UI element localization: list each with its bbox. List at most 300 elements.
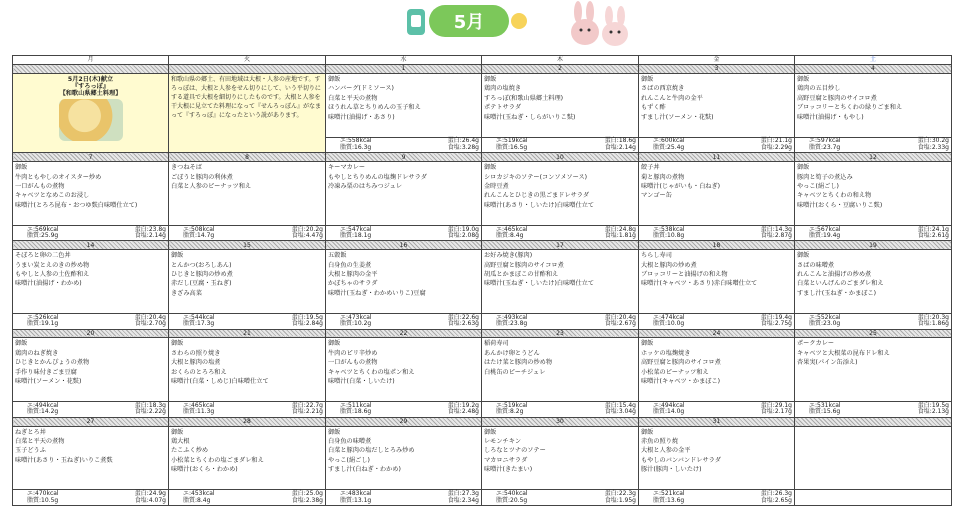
protein-value: 蛋白:24.1g <box>917 225 949 233</box>
nutrition-cell <box>795 402 952 418</box>
nutrition-cell <box>482 490 639 506</box>
salt-value: 食塩:2.29g <box>760 143 792 151</box>
protein-value: 蛋白:14.3g <box>760 225 792 233</box>
day-number: 8 <box>169 153 326 162</box>
menu-item: 味噌汁(じゃがいも・白ねぎ) <box>641 182 721 190</box>
protein-value: 蛋白:18.6g <box>604 137 636 145</box>
menu-item: 高野豆腐と豚肉のサイコロ煮 <box>797 94 877 102</box>
nutrition-cell <box>13 402 169 418</box>
energy-value: エ:519kcal <box>496 137 528 145</box>
menu-item: 赤魚の照り焼 <box>641 438 679 446</box>
energy-value: エ:453kcal <box>183 490 215 498</box>
fat-value: 脂質:8.4g <box>496 232 524 240</box>
nutrition-cell <box>639 225 795 241</box>
menu-item: やっこ(絹ごし) <box>328 456 370 464</box>
menu-item: さわらの照り焼き <box>171 349 221 357</box>
salt-value: 食塩:1.86g <box>917 320 949 328</box>
weekday-sat: 土 <box>795 56 952 65</box>
menu-item: 味噌汁(おくら・豆腐いりこ麩) <box>797 201 883 209</box>
menu-item: 味噌汁(玉ねぎ・しいたけ)白味噌仕立て <box>484 280 595 288</box>
menu-cell <box>639 73 795 137</box>
salt-value: 食塩:2.08g <box>447 232 479 240</box>
energy-value: エ:567kcal <box>809 225 841 233</box>
menu-item: 御飯 <box>171 428 184 436</box>
protein-value: 蛋白:25.0g <box>291 490 323 498</box>
menu-item: ブロッコリーと油揚げの和え物 <box>641 271 728 279</box>
nutrition-line <box>797 409 949 415</box>
salt-value: 食塩:2.14g <box>604 143 636 151</box>
protein-value: 蛋白:18.3g <box>134 401 166 409</box>
menu-item: 味噌汁(とろろ昆布・おつゆ麩白味噌仕立て) <box>15 201 138 209</box>
salt-value: 食塩:2.48g <box>447 408 479 416</box>
menu-item: レモンチキン <box>484 438 522 446</box>
day-number: 1 <box>326 65 482 74</box>
salt-value: 食塩:4.07g <box>134 496 166 504</box>
menu-cell <box>13 162 169 226</box>
day-number-row <box>13 417 952 426</box>
menu-item: あんかけ卵とうどん <box>484 349 540 357</box>
menu-item: 味噌汁(白菜・しいたけ) <box>328 378 395 386</box>
nutrition-line <box>484 321 636 327</box>
salt-value: 食塩:2.70g <box>134 320 166 328</box>
protein-value: 蛋白:22.7g <box>291 401 323 409</box>
menu-item: 稲荷寿司 <box>484 340 509 348</box>
menu-cell <box>639 250 795 314</box>
fat-value: 脂質:14.0g <box>653 408 685 416</box>
energy-value: エ:521kcal <box>653 490 685 498</box>
menu-cell <box>326 426 482 490</box>
menu-item: 大根と豚肉の炒め煮 <box>641 261 697 269</box>
day-number: 30 <box>482 417 639 426</box>
fat-value: 脂質:10.5g <box>27 496 59 504</box>
nutrition-line <box>171 233 323 239</box>
feature-heading3: 【和歌山県郷土料理】 <box>59 89 122 97</box>
energy-value: エ:483kcal <box>340 490 372 498</box>
nutrition-line <box>328 498 479 504</box>
day-number: 25 <box>795 329 952 338</box>
month-title-badge <box>407 5 531 37</box>
fat-value: 脂質:16.3g <box>340 143 372 151</box>
day-number: 19 <box>795 241 952 250</box>
menu-item: マンゴー缶 <box>641 192 672 200</box>
salt-value: 食塩:2.34g <box>447 496 479 504</box>
menu-item: 冷凍み栗のはちみつジュレ <box>328 182 403 190</box>
fat-value: 脂質:23.7g <box>809 143 841 151</box>
energy-value: エ:569kcal <box>27 225 59 233</box>
salt-value: 食塩:2.67g <box>604 320 636 328</box>
protein-value: 蛋白:19.5g <box>917 401 949 409</box>
salt-value: 食塩:2.17g <box>760 408 792 416</box>
menu-item: 味噌汁(キャベツ・あさり)赤白味噌仕立て <box>641 280 758 288</box>
menu-item: 高野豆腐と豚肉のサイコロ煮 <box>484 261 564 269</box>
nutrition-cell <box>169 313 326 329</box>
menu-row <box>13 73 952 137</box>
nutrition-row <box>13 313 952 329</box>
energy-value: エ:531kcal <box>809 401 841 409</box>
nutrition-line <box>15 498 166 504</box>
menu-item: 牛肉のピリ辛炒め <box>328 349 378 357</box>
salt-value: 食塩:1.95g <box>604 496 636 504</box>
protein-value: 蛋白:27.3g <box>447 490 479 498</box>
menu-row <box>13 426 952 490</box>
day-number: 10 <box>482 153 639 162</box>
menu-item: 御飯 <box>328 340 341 348</box>
menu-item: 小松菜とちくわの塩ごまダレ和え <box>171 456 264 464</box>
nutrition-row <box>13 402 952 418</box>
salt-value: 食塩:3.28g <box>447 143 479 151</box>
menu-item: 大根と豚肉の金平 <box>328 271 378 279</box>
fat-value: 脂質:8.4g <box>183 496 211 504</box>
menu-cell <box>326 73 482 137</box>
fat-value: 脂質:17.3g <box>183 320 215 328</box>
energy-value: エ:470kcal <box>27 490 59 498</box>
salt-value: 食塩:2.75g <box>760 320 792 328</box>
energy-value: エ:558kcal <box>340 137 372 145</box>
menu-item: 鶏肉のねぎ焼き <box>15 349 59 357</box>
menu-row <box>13 162 952 226</box>
menu-cell <box>13 250 169 314</box>
menu-item: もやしとちりめんの塩麹ドレサラダ <box>328 173 427 181</box>
menu-item: 菊と豚肉の煮物 <box>641 173 685 181</box>
protein-value: 蛋白:20.3g <box>917 313 949 321</box>
nutrition-cell <box>639 490 795 506</box>
salt-value: 食塩:2.22g <box>134 408 166 416</box>
menu-cell <box>482 426 639 490</box>
salt-value: 食塩:2.14g <box>134 232 166 240</box>
menu-item: 白菜といんげんのごまダレ和え <box>797 280 884 288</box>
menu-item: マカロニサラダ <box>484 456 528 464</box>
menu-item: れんこんとひじきの黒ごまドレサラダ <box>484 192 590 200</box>
day-number <box>169 65 326 74</box>
day-number: 4 <box>795 65 952 74</box>
menu-item: れんこんと牛肉の金平 <box>641 94 703 102</box>
fat-value: 脂質:23.0g <box>809 320 841 328</box>
day-number: 14 <box>13 241 169 250</box>
nutrition-line <box>641 498 792 504</box>
energy-value: エ:526kcal <box>27 313 59 321</box>
salt-value: 食塩:2.13g <box>917 408 949 416</box>
menu-item: 五穀飯 <box>328 252 347 260</box>
fat-value: 脂質:19.1g <box>27 320 59 328</box>
nutrition-cell <box>795 490 952 506</box>
menu-item: 味噌汁(ソーメン・花麩) <box>15 378 82 386</box>
menu-cell <box>326 162 482 226</box>
menu-cell <box>482 250 639 314</box>
salt-value: 食塩:2.61g <box>917 232 949 240</box>
menu-cell <box>639 162 795 226</box>
menu-cell <box>326 338 482 402</box>
fat-value: 脂質:10.8g <box>653 232 685 240</box>
day-number <box>13 65 169 74</box>
energy-value: エ:544kcal <box>183 313 215 321</box>
menu-item: 御飯 <box>15 164 28 172</box>
menu-item: キャベツと大根菜の昆布ドレ和え <box>797 349 890 357</box>
menu-item: 白菜と平天の煮物 <box>15 438 65 446</box>
day-number: 31 <box>639 417 795 426</box>
menu-row <box>13 338 952 402</box>
menu-item: 鶏肉の五目炒し <box>797 85 841 93</box>
energy-value: エ:465kcal <box>183 401 215 409</box>
day-number: 11 <box>639 153 795 162</box>
menu-item: ホッケの塩麹焼き <box>641 349 691 357</box>
protein-value: 蛋白:26.4g <box>447 137 479 145</box>
menu-item: 玉子どうふ <box>15 447 46 455</box>
nutrition-cell <box>13 490 169 506</box>
menu-item: ごぼうと豚肉の利休煮 <box>171 173 233 181</box>
salt-value: 食塩:3.04g <box>604 408 636 416</box>
weekday-fri: 金 <box>639 56 795 65</box>
menu-item: 御飯 <box>641 340 654 348</box>
protein-value: 蛋白:20.4g <box>604 313 636 321</box>
menu-item: 味噌汁(きたまい) <box>484 466 533 474</box>
menu-item: 豚汁(豚肉・しいたけ) <box>641 466 702 474</box>
menu-cell <box>482 338 639 402</box>
nutrition-cell <box>326 137 482 153</box>
fat-value: 脂質:13.6g <box>653 496 685 504</box>
fat-value: 脂質:14.2g <box>27 408 59 416</box>
menu-item: ポテトサラダ <box>484 104 522 112</box>
day-number: 7 <box>13 153 169 162</box>
menu-item: たこふく炒め <box>171 447 209 455</box>
fat-value: 脂質:25.4g <box>653 143 685 151</box>
nutrition-line <box>641 321 792 327</box>
menu-item: すまし汁(白ねぎ・わかめ) <box>328 466 401 474</box>
nutrition-line <box>641 145 792 151</box>
day-number-row <box>13 329 952 338</box>
fat-value: 脂質:25.9g <box>27 232 59 240</box>
fat-value: 脂質:16.5g <box>496 143 528 151</box>
menu-item: 味噌汁(あさり・玉ねぎ)いりこ煮麩 <box>15 456 113 464</box>
nutrition-line <box>484 145 636 151</box>
menu-item: はたけ菜と豚肉の炒め物 <box>484 359 553 367</box>
menu-item: 胡瓜とかまぼこの甘酢和え <box>484 271 559 279</box>
nutrition-cell <box>13 313 169 329</box>
protein-value: 蛋白:26.3g <box>760 490 792 498</box>
day-number: 12 <box>795 153 952 162</box>
energy-value: エ:494kcal <box>653 401 685 409</box>
menu-item: ほうれん草とちりめんの玉子和え <box>328 104 421 112</box>
nutrition-cell <box>326 225 482 241</box>
protein-value: 蛋白:22.6g <box>447 313 479 321</box>
fat-value: 脂質:23.8g <box>496 320 528 328</box>
day-number: 17 <box>482 241 639 250</box>
menu-item: 味噌汁(油揚げ・もやし) <box>797 113 864 121</box>
nutrition-cell <box>13 225 169 241</box>
nutrition-cell <box>482 225 639 241</box>
menu-item: ポークカレー <box>797 340 835 348</box>
menu-item: 大根と豚肉の塩煮 <box>171 359 221 367</box>
menu-item: お好み焼き(豚肉) <box>484 252 533 260</box>
menu-item: 御飯 <box>328 428 341 436</box>
day-number: 21 <box>169 329 326 338</box>
menu-item: 御飯 <box>797 164 810 172</box>
menu-cell <box>639 426 795 490</box>
nutrition-line <box>328 321 479 327</box>
nutrition-cell <box>482 313 639 329</box>
menu-item: ちらし寿司 <box>641 252 672 260</box>
nutrition-cell <box>326 402 482 418</box>
menu-item: しろなとツナのソテー <box>484 447 546 455</box>
feature-heading1: 5月2日(木)献立 <box>67 75 114 83</box>
fat-value: 脂質:19.4g <box>809 232 841 240</box>
month-title: 5月 <box>453 12 485 33</box>
day-number: 27 <box>13 417 169 426</box>
fat-value: 脂質:18.6g <box>340 408 372 416</box>
feature-description: 和歌山県の郷土、有田地域は大根・人参の産地です。すろっぽは、大根と人参をせん切りにして、いう平切りにする道具で大根を細切りにしたものです。大根と人参を干大根に見立てた料理になって『せんろっぽん』がなまって『すろっぽ』になったという説があります。 <box>169 73 326 152</box>
nutrition-line <box>797 233 949 239</box>
nutrition-line <box>484 233 636 239</box>
menu-cell <box>326 250 482 314</box>
nutrition-line <box>328 233 479 239</box>
day-number: 24 <box>639 329 795 338</box>
day-number: 3 <box>639 65 795 74</box>
day-number: 15 <box>169 241 326 250</box>
menu-item: すまし汁(ソーメン・花麩) <box>641 113 714 121</box>
menu-cell <box>795 426 952 490</box>
menu-item: 味噌汁(キャベツ・かまぼこ) <box>641 378 721 386</box>
menu-item: 小松菜のピーナッツ和え <box>641 368 709 376</box>
menu-cell <box>169 250 326 314</box>
nutrition-line <box>797 321 949 327</box>
menu-item: さばの西京焼き <box>641 85 685 93</box>
day-number-row <box>13 65 952 74</box>
fat-value: 脂質:11.3g <box>183 408 215 416</box>
menu-item: すろっぽ(和歌山県郷土料理) <box>484 94 564 102</box>
menu-calendar-table <box>12 55 952 506</box>
menu-cell <box>795 338 952 402</box>
menu-cell <box>795 73 952 137</box>
menu-item: 金時豆煮 <box>484 182 509 190</box>
menu-item: 白身魚の生姜煮 <box>328 261 372 269</box>
bunny-illustration-icon <box>560 0 640 52</box>
day-number <box>795 417 952 426</box>
nutrition-line <box>641 409 792 415</box>
menu-item: ハンバーグ(ドミソース) <box>328 85 394 93</box>
nutrition-cell <box>639 313 795 329</box>
day-number: 16 <box>326 241 482 250</box>
energy-value: エ:473kcal <box>340 313 372 321</box>
menu-item: さばの味噌煮 <box>797 261 835 269</box>
menu-item: もやしのバンバンドレサラダ <box>641 456 721 464</box>
energy-value: エ:474kcal <box>653 313 685 321</box>
menu-item: 御飯 <box>328 75 341 83</box>
protein-value: 蛋白:29.1g <box>760 401 792 409</box>
energy-value: エ:547kcal <box>340 225 372 233</box>
salt-value: 食塩:2.63g <box>447 320 479 328</box>
nutrition-cell <box>795 313 952 329</box>
weekday-wed: 水 <box>326 56 482 65</box>
energy-value: エ:540kcal <box>496 490 528 498</box>
fat-value: 脂質:15.6g <box>809 408 841 416</box>
energy-value: エ:519kcal <box>496 401 528 409</box>
menu-item: 大根と人参の金平 <box>641 447 691 455</box>
salt-value: 食塩:2.38g <box>291 496 323 504</box>
menu-item: 味噌汁(あさり・しいたけ)白味噌仕立て <box>484 201 595 209</box>
menu-item: とんかつ(おろしあん) <box>171 261 232 269</box>
energy-value: エ:600kcal <box>653 137 685 145</box>
nutrition-line <box>171 321 323 327</box>
menu-item: すまし汁(玉ねぎ・かまぼこ) <box>797 289 877 297</box>
menu-item: キャベツとちくわの塩ポン和え <box>328 368 415 376</box>
menu-item: 御飯 <box>171 340 184 348</box>
fat-value: 脂質:10.0g <box>653 320 685 328</box>
salt-value: 食塩:2.21g <box>291 408 323 416</box>
menu-item: 御飯 <box>797 252 810 260</box>
menu-item: おくらのとろろ和え <box>171 368 227 376</box>
menu-cell <box>795 162 952 226</box>
nutrition-row <box>13 225 952 241</box>
menu-item: やっこ(絹ごし) <box>797 182 839 190</box>
menu-item: 白菜と平天の煮物 <box>328 94 378 102</box>
menu-cell <box>13 338 169 402</box>
fat-value: 脂質:18.1g <box>340 232 372 240</box>
nutrition-cell <box>169 402 326 418</box>
salt-value: 食塩:2.84g <box>291 320 323 328</box>
protein-value: 蛋白:19.4g <box>760 313 792 321</box>
energy-value: エ:538kcal <box>653 225 685 233</box>
weekday-header-row <box>13 56 952 65</box>
nutrition-line <box>484 409 636 415</box>
feature-heading2: 『すろっぽ』 <box>71 82 110 90</box>
nutrition-cell <box>795 225 952 241</box>
menu-item: 味噌汁(玉ねぎ・わかめいりこ)豆腐 <box>328 289 426 297</box>
nutrition-line <box>15 321 166 327</box>
menu-row <box>13 250 952 314</box>
menu-item: 御飯 <box>641 75 654 83</box>
protein-value: 蛋白:15.4g <box>604 401 636 409</box>
protein-value: 蛋白:20.2g <box>291 225 323 233</box>
nutrition-line <box>171 498 323 504</box>
menu-item: 鶏大根 <box>171 438 190 446</box>
day-number: 22 <box>326 329 482 338</box>
nutrition-row <box>13 490 952 506</box>
menu-item: 白身魚の味噌煮 <box>328 438 372 446</box>
nutrition-line <box>15 409 166 415</box>
nutrition-cell <box>639 402 795 418</box>
fat-value: 脂質:20.5g <box>496 496 528 504</box>
menu-item: 鶏肉の塩焼き <box>484 85 522 93</box>
fat-value: 脂質:8.2g <box>496 408 524 416</box>
protein-value: 蛋白:24.8g <box>604 225 636 233</box>
menu-item: 御飯 <box>641 428 654 436</box>
menu-item: キャベツとなめこのお浸し <box>15 192 90 200</box>
menu-cell <box>639 338 795 402</box>
nutrition-line <box>328 409 479 415</box>
fat-value: 脂質:13.1g <box>340 496 372 504</box>
menu-cell <box>482 73 639 137</box>
menu-item: 御飯 <box>171 252 184 260</box>
fat-value: 脂質:14.7g <box>183 232 215 240</box>
menu-item: ねぎとろ丼 <box>15 428 46 436</box>
nutrition-line <box>15 233 166 239</box>
menu-item: 御飯 <box>484 164 497 172</box>
weekday-thu: 木 <box>482 56 639 65</box>
menu-item: きざみ高菜 <box>171 289 202 297</box>
menu-cell <box>169 338 326 402</box>
menu-item: 味噌汁(おくら・わかめ) <box>171 466 238 474</box>
menu-cell <box>13 426 169 490</box>
nutrition-line <box>797 145 949 151</box>
nutrition-line <box>171 409 323 415</box>
salt-value: 食塩:2.87g <box>760 232 792 240</box>
energy-value: エ:465kcal <box>496 225 528 233</box>
energy-value: エ:552kcal <box>809 313 841 321</box>
menu-item: 味噌汁(油揚げ・あさり) <box>328 113 395 121</box>
menu-item: 御飯 <box>797 75 810 83</box>
menu-cell <box>169 162 326 226</box>
protein-value: 蛋白:21.1g <box>760 137 792 145</box>
protein-value: 蛋白:20.4g <box>134 313 166 321</box>
